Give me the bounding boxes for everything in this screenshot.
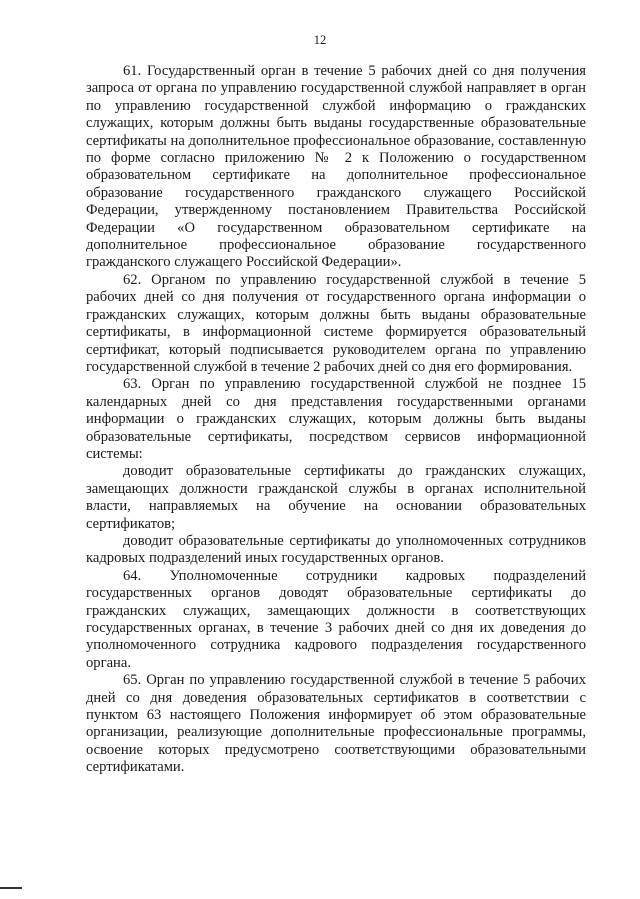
document-body [86,63,586,777]
paragraph-63-item-2: доводит образовательные сертификаты до уполномоченных сотрудников кадровых подразделений иных государственных органов. [86,532,586,567]
paragraph-64: 64. Уполномоченные сотрудники кадровых подразделений государственных органов доводят образовательные сертификаты до гражданских служащих, замещающих должности в соответствующих государственных органах, в течение 3 рабочих дней со дня их доведения до уполномоченного сотрудника кадрового подразделения государственного органа. [86,567,586,671]
scan-edge-mark [0,887,22,889]
paragraph-63-item-1: доводит образовательные сертификаты до гражданских служащих, замещающих должности гражданской службы в органах исполнительной власти, направляемых на обучение на основании образовательных сертификатов; [86,463,586,532]
paragraph-63: 63. Орган по управлению государственной службой не позднее 15 календарных дней со дня представления государственными органами информации о гражданских служащих, которым должны быть выданы образовательные сертификаты, посредством сервисов информационной системы: [86,376,586,462]
paragraph-62: 62. Органом по управлению государственной службой в течение 5 рабочих дней со дня получения от государственного органа информации о гражданских служащих, которым должны быть выданы образовательные сертификаты, в информационной системе формируется образовательный сертификат, который подписывается руководителем органа по управлению государственной службой в течение 2 рабочих дней со дня его формирования. [86,271,586,375]
paragraph-61: 61. Государственный орган в течение 5 рабочих дней со дня получения запроса от органа по управлению государственной службой направляет в орган по управлению государственной службой информацию о гражданских служащих, которым должны быть выданы государственные образовательные сертификаты на дополнительное профессиональное образование, составленную по форме согласно приложению № 2 к Положению о государственном образовательном сертификате на дополнительное профессиональное образование государственного гражданского служащего Российской Федерации, утвержденному постановлением Правительства Российской Федерации «О государственном образовательном сертификате на дополнительное профессиональное образование государственного гражданского служащего Российской Федерации». [86,63,586,271]
page-number: 12 [313,33,327,47]
paragraph-65: 65. Орган по управлению государственной службой в течение 5 рабочих дней со дня доведения образовательных сертификатов в соответствии с пунктом 63 настоящего Положения информирует об этом образовательные организации, реализующие дополнительные профессиональные программы, освоение которых предусмотрено соответствующими образовательными сертификатами. [86,672,586,776]
